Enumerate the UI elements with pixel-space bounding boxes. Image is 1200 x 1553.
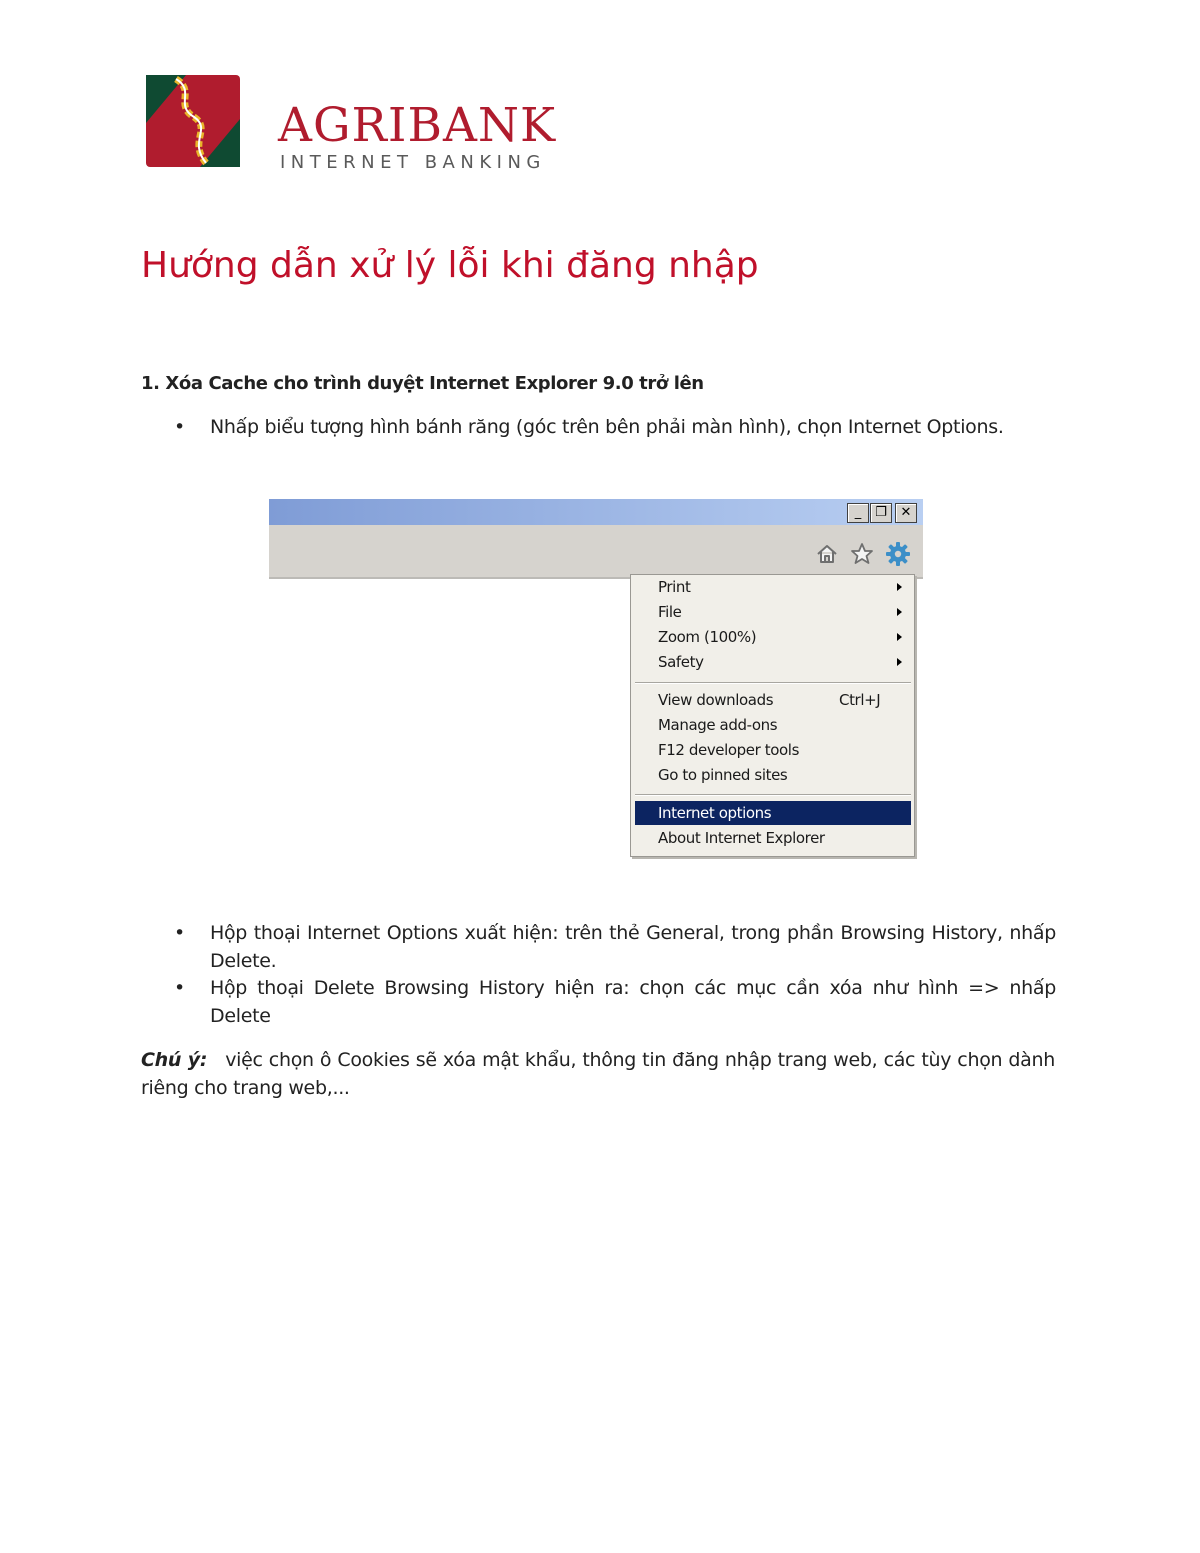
menu-item-zoom[interactable] — [635, 625, 911, 649]
submenu-arrow-icon — [897, 633, 902, 641]
menu-item-label: Print — [658, 578, 691, 596]
section-heading: 1. Xóa Cache cho trình duyệt Internet Explorer 9.0 trở lên — [141, 373, 704, 394]
bullet-step-1: • Nhấp biểu tượng hình bánh răng (góc trên bên phải màn hình), chọn Internet Options. — [210, 413, 1056, 441]
ie-screenshot — [269, 499, 923, 859]
page-title: Hướng dẫn xử lý lỗi khi đăng nhập — [141, 245, 759, 286]
agribank-logo-icon — [146, 75, 240, 167]
menu-item-view-downloads[interactable] — [635, 688, 911, 712]
menu-item-shortcut: Ctrl+J — [839, 691, 881, 709]
tools-menu — [630, 574, 915, 857]
menu-item-file[interactable] — [635, 600, 911, 624]
close-button[interactable]: ✕ — [895, 503, 917, 523]
menu-item-label: About Internet Explorer — [658, 829, 825, 847]
menu-item-label: Safety — [658, 653, 704, 671]
note-text: việc chọn ô Cookies sẽ xóa mật khẩu, thông tin đăng nhập trang web, các tùy chọn dành riêng cho trang web,... — [141, 1049, 1055, 1099]
menu-item-pinned-sites[interactable] — [635, 763, 911, 787]
note-paragraph — [141, 1046, 1055, 1102]
menu-item-label: Manage add-ons — [658, 716, 778, 734]
menu-item-label: File — [658, 603, 682, 621]
submenu-arrow-icon — [897, 608, 902, 616]
logo-wordmark: AGRIBANK — [278, 98, 557, 153]
gear-icon[interactable] — [885, 541, 911, 567]
menu-separator — [635, 682, 911, 684]
submenu-arrow-icon — [897, 583, 902, 591]
menu-item-print[interactable] — [635, 575, 911, 599]
minimize-button[interactable]: _ — [847, 503, 869, 523]
menu-item-label: F12 developer tools — [658, 741, 799, 759]
menu-item-safety[interactable] — [635, 650, 911, 674]
note-label: Chú ý: — [141, 1049, 208, 1071]
bullet-step-2: • Hộp thoại Internet Options xuất hiện: trên thẻ General, trong phần Browsing History, nhấp Delete. — [210, 919, 1056, 975]
menu-item-dev-tools[interactable] — [635, 738, 911, 762]
ie-title-bar — [269, 499, 923, 525]
menu-item-label: Internet options — [658, 804, 772, 822]
menu-separator — [635, 794, 911, 796]
logo-subtitle: INTERNET BANKING — [280, 152, 546, 173]
menu-item-label: Go to pinned sites — [658, 766, 788, 784]
bullet-step-3: • Hộp thoại Delete Browsing History hiện ra: chọn các mục cần xóa như hình => nhấp Delete — [210, 974, 1056, 1030]
home-icon[interactable] — [814, 541, 840, 567]
menu-item-label: View downloads — [658, 691, 774, 709]
restore-button[interactable]: ❐ — [870, 503, 892, 523]
submenu-arrow-icon — [897, 658, 902, 666]
menu-item-internet-options[interactable] — [635, 801, 911, 825]
menu-item-about-ie[interactable] — [635, 826, 911, 850]
menu-item-label: Zoom (100%) — [658, 628, 757, 646]
star-icon[interactable] — [849, 541, 875, 567]
menu-item-manage-addons[interactable] — [635, 713, 911, 737]
